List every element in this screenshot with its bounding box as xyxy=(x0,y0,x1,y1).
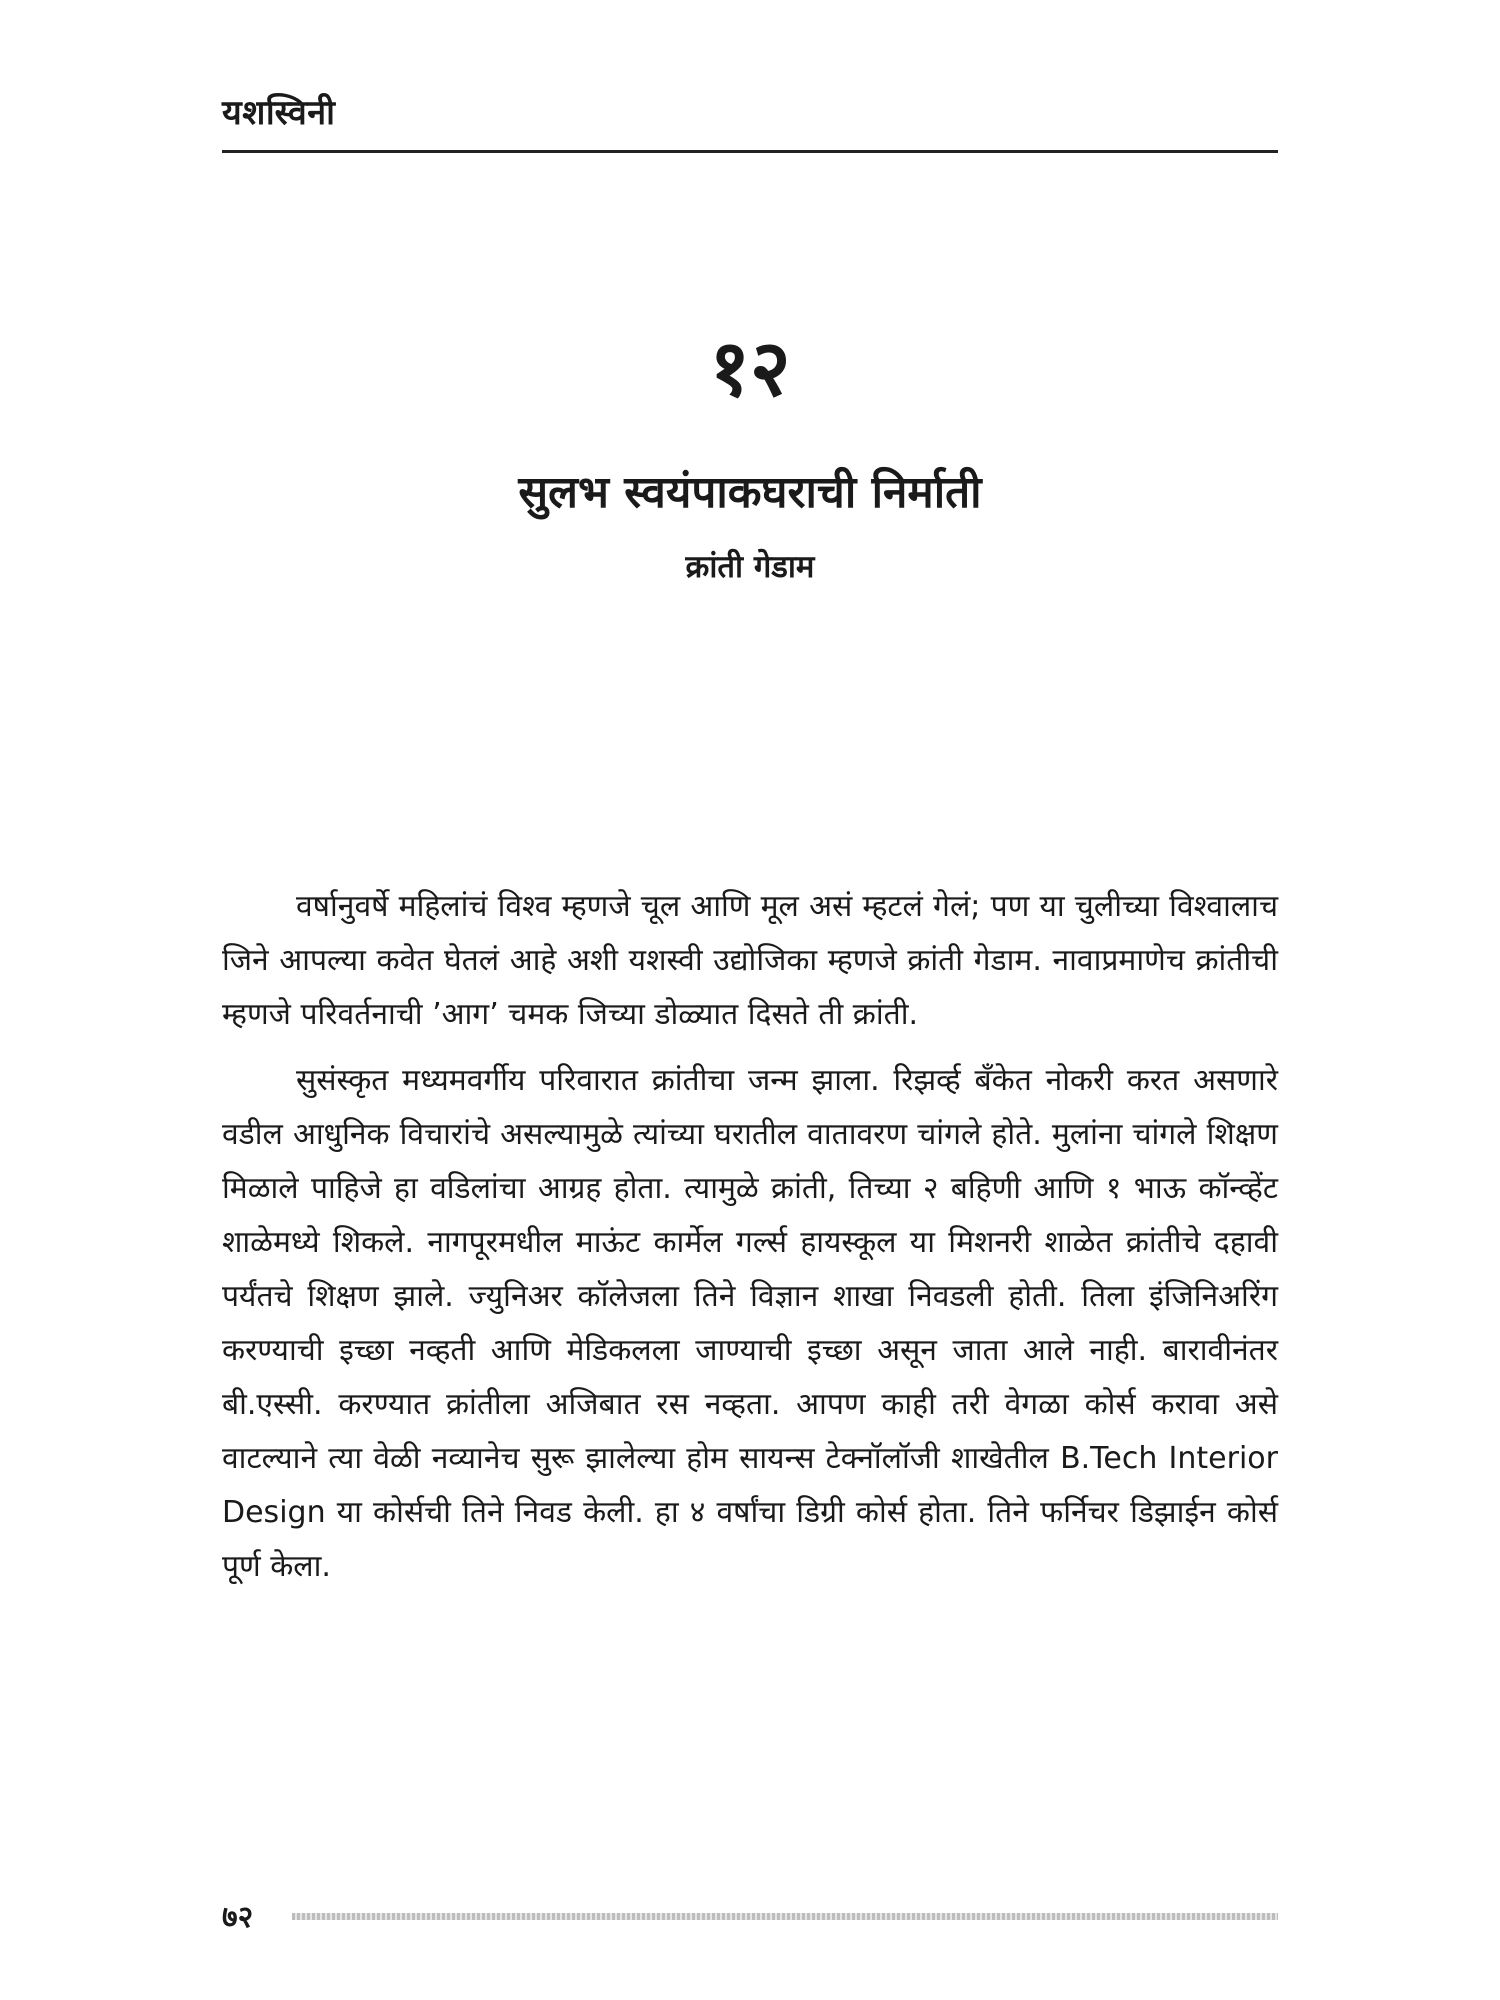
header-divider xyxy=(222,150,1278,153)
running-header-title: यशस्विनी xyxy=(222,93,336,133)
chapter-title: सुलभ स्वयंपाकघराची निर्माती xyxy=(518,467,982,518)
body-paragraph-2: सुसंस्कृत मध्यमवर्गीय परिवारात क्रांतीचा जन्म झाला. रिझर्व्ह बँकेत नोकरी करत असणारे वडील आधुनिक विचारांचे असल्यामुळे त्यांच्या घरातील वातावरण चांगले होते. मुलांना चांगले शिक्षण मिळाले पाहिजे हा वडिलांचा आग्रह होता. त्यामुळे क्रांती, तिच्या २ बहिणी आणि १ भाऊ कॉन्व्हेंट शाळेमध्ये शिकले. नागपूरमधील माऊंट कार्मेल गर्ल्स हायस्कूल या मिशनरी शाळेत क्रांतीचे दहावी पर्यंतचे शिक्षण झाले. ज्युनिअर कॉलेजला तिने विज्ञान शाखा निवडली होती. तिला इंजिनिअरिंग करण्याची इच्छा नव्हती आणि मेडिकलला जाण्याची इच्छा असून जाता आले नाही. बारावीनंतर बी.एस्सी. करण्यात क्रांतीला अजिबात रस नव्हता. आपण काही तरी वेगळा कोर्स करावा असे वाटल्याने त्या वेळी नव्यानेच सुरू झालेल्या होम सायन्स टेक्नॉलॉजी शाखेतील B.Tech Interior Design या कोर्सची तिने निवड केली. हा ४ वर्षांचा डिग्री कोर्स होता. तिने फर्निचर डिझाईन कोर्स पूर्ण केला. xyxy=(222,1063,1278,1584)
footer-divider xyxy=(292,1913,1278,1920)
chapter-number: १२ xyxy=(709,324,791,414)
body-text xyxy=(222,880,1278,1606)
body-paragraph-1: वर्षानुवर्षे महिलांचं विश्व म्हणजे चूल आणि मूल असं म्हटलं गेलं; पण या चुलीच्या विश्वालाच जिने आपल्या कवेत घेतलं आहे अशी यशस्वी उद्योजिका म्हणजे क्रांती गेडाम. नावाप्रमाणेच क्रांतीची म्हणजे परिवर्तनाची ’आग’ चमक जिच्या डोळ्यात दिसते ती क्रांती. xyxy=(222,889,1278,1032)
page-number: ७२ xyxy=(222,1900,254,1935)
chapter-author: क्रांती गेडाम xyxy=(685,549,815,585)
